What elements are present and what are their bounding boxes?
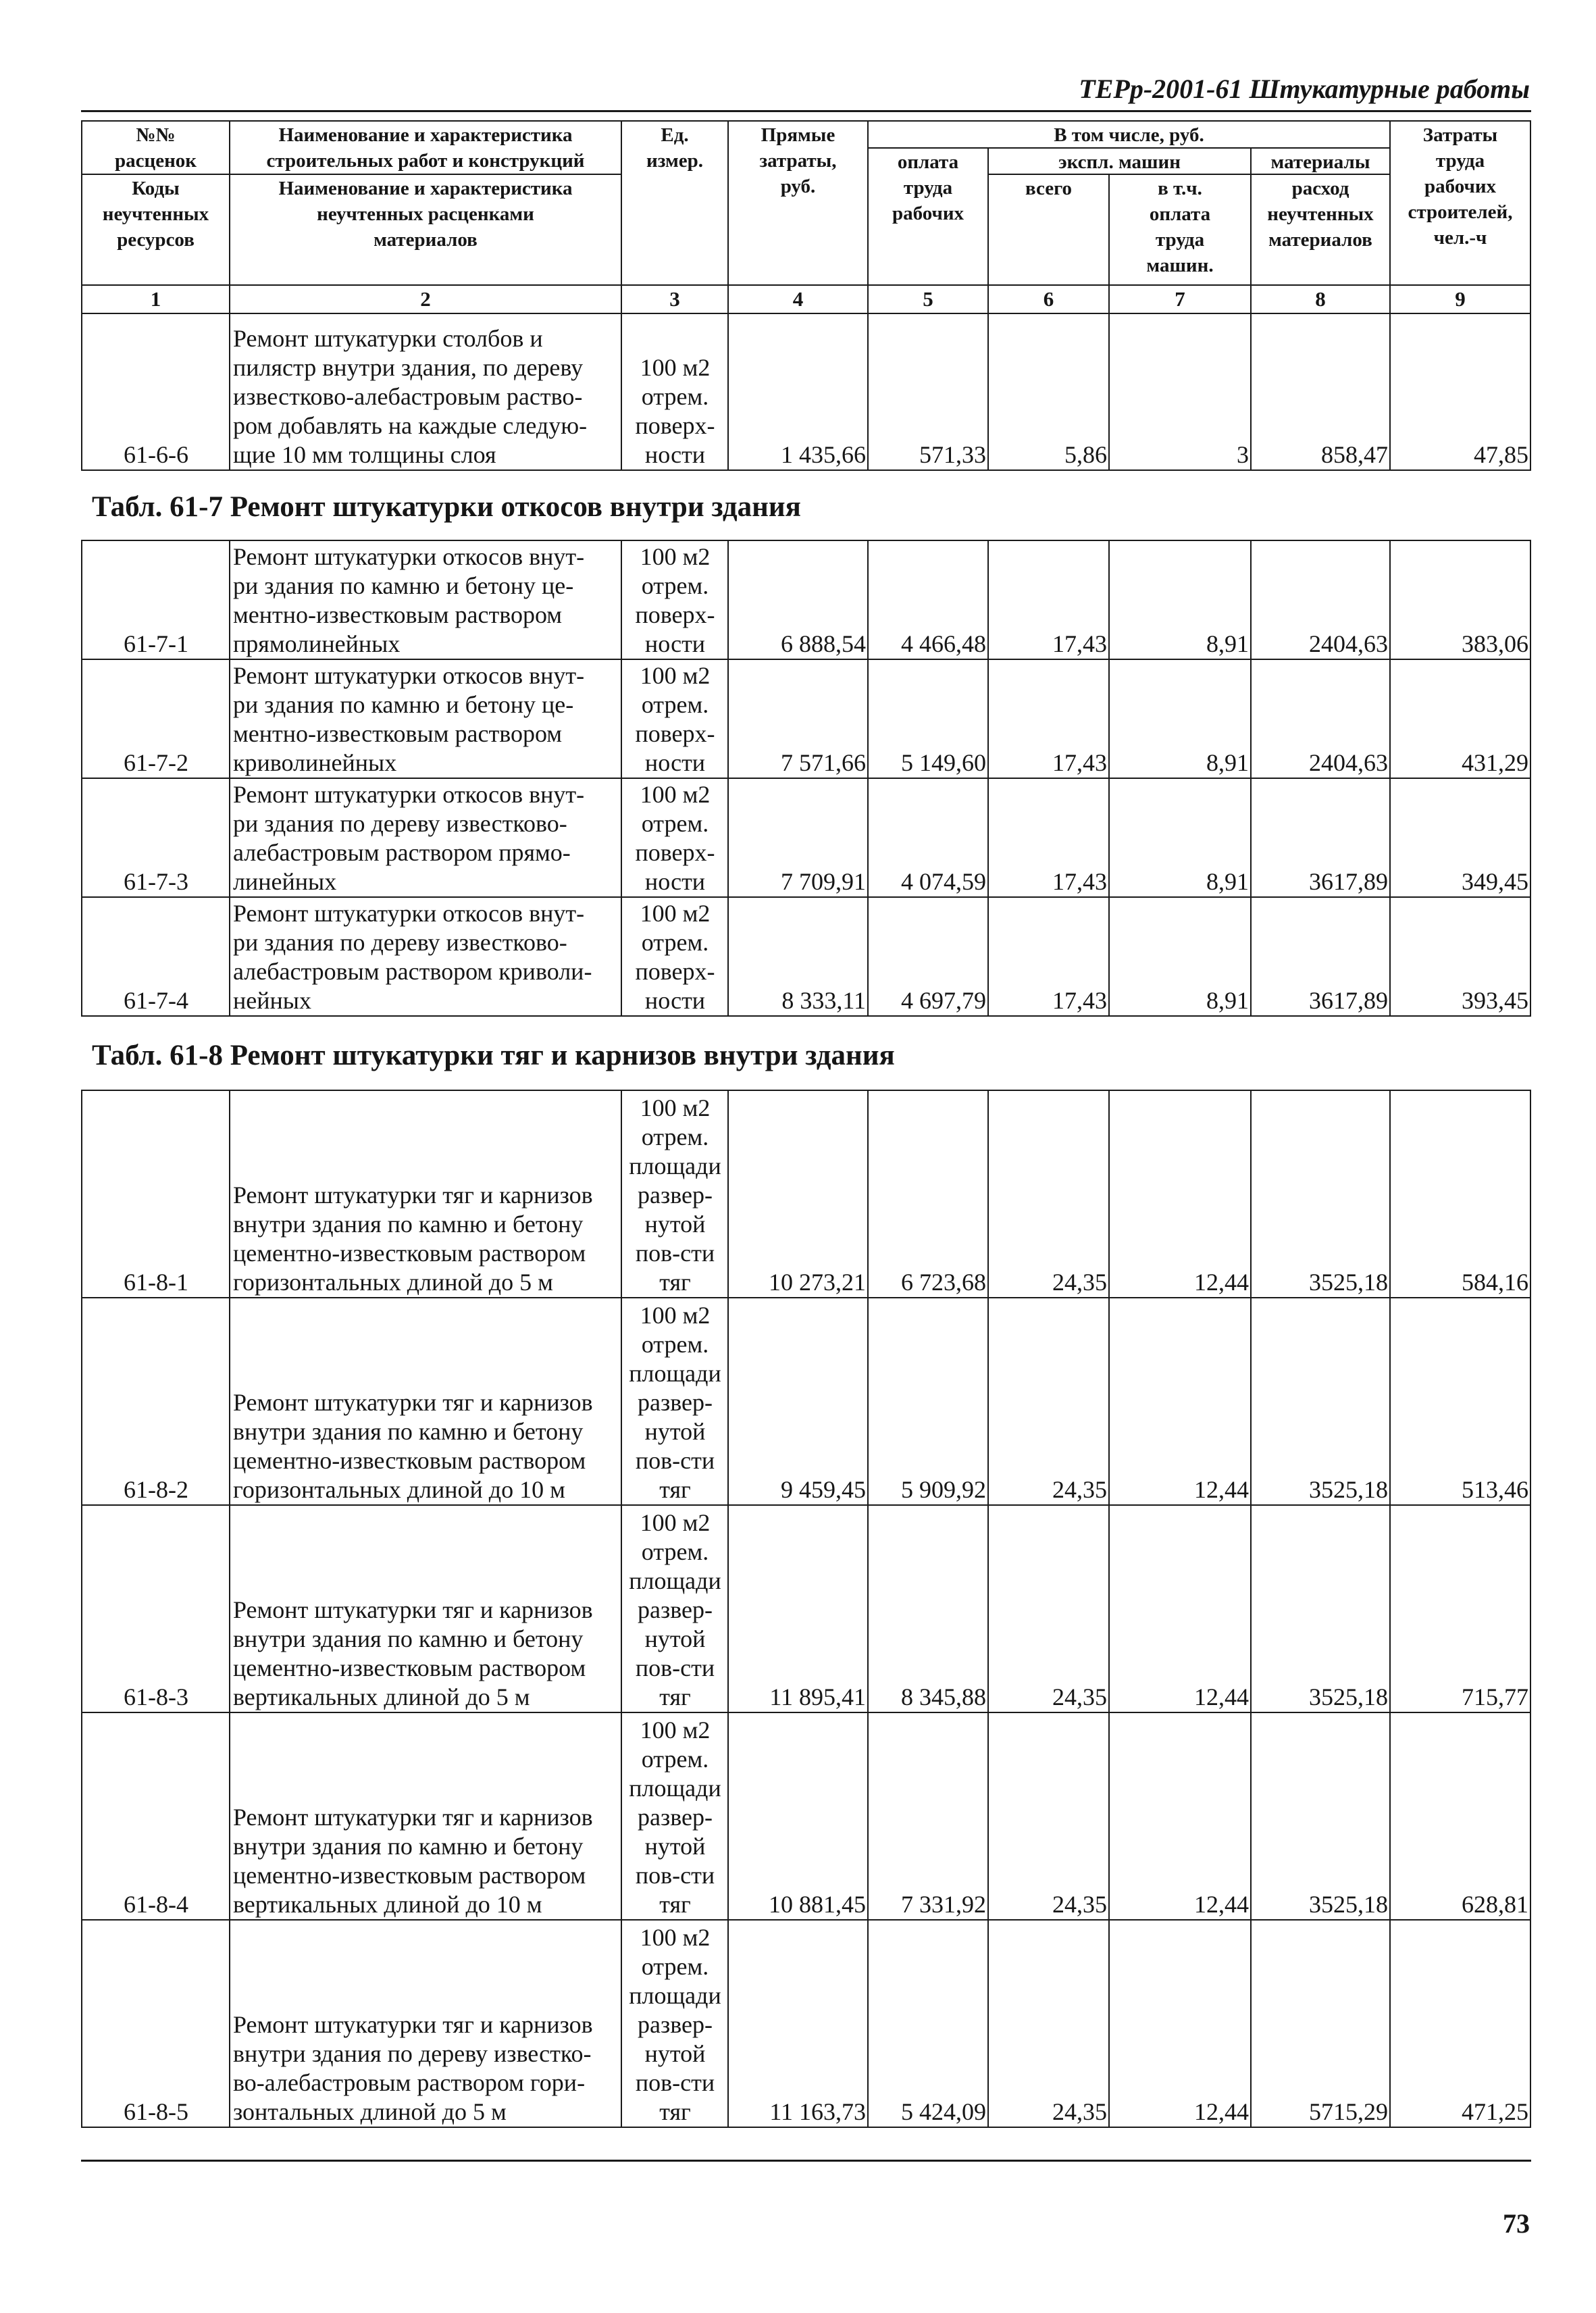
work-description: Ремонт штукатурки тяг и карнизов внутри здания по дереву известко- во-алебастровым раствором гори- зонтальных длиной до 5 м bbox=[230, 1921, 622, 2128]
unit-of-measure: 100 м2 отрем. поверх- ности bbox=[622, 779, 729, 898]
work-description: Ремонт штукатурки тяг и карнизов внутри здания по камню и бетону цементно-известковым раствором горизонтальных длиной до 5 м bbox=[230, 1091, 622, 1298]
rate-code: 61-7-1 bbox=[82, 541, 230, 660]
direct-cost: 1 435,66 bbox=[729, 314, 869, 471]
direct-cost: 11 895,41 bbox=[729, 1506, 869, 1713]
work-description: Ремонт штукатурки столбов и пилястр внутри здания, по дереву известково-алебастровым раство- ром добавлять на каждые следую- щие 10 мм толщины слоя bbox=[230, 314, 622, 471]
header-machines-total: всего bbox=[989, 175, 1110, 286]
page-number: 73 bbox=[1503, 2208, 1530, 2239]
machines-total: 24,35 bbox=[989, 1506, 1110, 1713]
labor-hours: 47,85 bbox=[1391, 314, 1531, 471]
header-direct-costs: Прямые затраты, руб. bbox=[729, 122, 869, 286]
materials-cost: 3525,18 bbox=[1252, 1713, 1391, 1921]
work-description: Ремонт штукатурки тяг и карнизов внутри здания по камню и бетону цементно-известковым раствором вертикальных длиной до 5 м bbox=[230, 1506, 622, 1713]
unit-of-measure: 100 м2 отрем. площади развер- нутой пов-сти тяг bbox=[622, 1506, 729, 1713]
header-rule bbox=[81, 110, 1531, 112]
labor-hours: 393,45 bbox=[1391, 898, 1531, 1017]
direct-cost: 10 273,21 bbox=[729, 1091, 869, 1298]
rate-code: 61-8-1 bbox=[82, 1091, 230, 1298]
direct-cost: 7 571,66 bbox=[729, 660, 869, 779]
header-including: В том числе, руб. bbox=[869, 122, 1391, 149]
machines-total: 24,35 bbox=[989, 1713, 1110, 1921]
labor-wages: 8 345,88 bbox=[869, 1506, 989, 1713]
work-description: Ремонт штукатурки тяг и карнизов внутри здания по камню и бетону цементно-известковым раствором горизонтальных длиной до 10 м bbox=[230, 1298, 622, 1506]
labor-wages: 4 697,79 bbox=[869, 898, 989, 1017]
work-description: Ремонт штукатурки откосов внут- ри здания по камню и бетону це- ментно-известковым раствором прямолинейных bbox=[230, 541, 622, 660]
rate-code: 61-7-4 bbox=[82, 898, 230, 1017]
header-materials: материалы bbox=[1252, 149, 1391, 175]
materials-cost: 3525,18 bbox=[1252, 1091, 1391, 1298]
direct-cost: 8 333,11 bbox=[729, 898, 869, 1017]
materials-cost: 2404,63 bbox=[1252, 541, 1391, 660]
labor-wages: 6 723,68 bbox=[869, 1091, 989, 1298]
labor-wages: 4 074,59 bbox=[869, 779, 989, 898]
rate-code: 61-7-2 bbox=[82, 660, 230, 779]
machines-wages: 8,91 bbox=[1110, 898, 1252, 1017]
machines-wages: 8,91 bbox=[1110, 541, 1252, 660]
labor-hours: 431,29 bbox=[1391, 660, 1531, 779]
machines-wages: 8,91 bbox=[1110, 660, 1252, 779]
machines-total: 24,35 bbox=[989, 1091, 1110, 1298]
rate-code: 61-8-4 bbox=[82, 1713, 230, 1921]
header-rate-number: №№ расценок bbox=[82, 122, 230, 175]
machines-total: 17,43 bbox=[989, 660, 1110, 779]
machines-total: 17,43 bbox=[989, 779, 1110, 898]
footer-rule bbox=[81, 2160, 1531, 2162]
column-number: 8 bbox=[1252, 286, 1391, 314]
machines-wages: 12,44 bbox=[1110, 1921, 1252, 2128]
labor-hours: 349,45 bbox=[1391, 779, 1531, 898]
unit-of-measure: 100 м2 отрем. поверх- ности bbox=[622, 660, 729, 779]
machines-wages: 12,44 bbox=[1110, 1713, 1252, 1921]
labor-wages: 5 909,92 bbox=[869, 1298, 989, 1506]
rates-table-61-6 bbox=[81, 120, 1531, 471]
rate-code: 61-8-3 bbox=[82, 1506, 230, 1713]
unit-of-measure: 100 м2 отрем. площади развер- нутой пов-сти тяг bbox=[622, 1298, 729, 1506]
rates-table-61-8 bbox=[81, 1090, 1531, 2128]
materials-cost: 3617,89 bbox=[1252, 898, 1391, 1017]
labor-hours: 513,46 bbox=[1391, 1298, 1531, 1506]
machines-total: 24,35 bbox=[989, 1921, 1110, 2128]
materials-cost: 858,47 bbox=[1252, 314, 1391, 471]
header-machines: экспл. машин bbox=[989, 149, 1252, 175]
labor-wages: 5 424,09 bbox=[869, 1921, 989, 2128]
unit-of-measure: 100 м2 отрем. площади развер- нутой пов-сти тяг bbox=[622, 1713, 729, 1921]
work-description: Ремонт штукатурки откосов внут- ри здания по дереву известково- алебастровым раствором криволи- нейных bbox=[230, 898, 622, 1017]
labor-wages: 5 149,60 bbox=[869, 660, 989, 779]
labor-hours: 584,16 bbox=[1391, 1091, 1531, 1298]
column-number: 4 bbox=[729, 286, 869, 314]
unit-of-measure: 100 м2 отрем. поверх- ности bbox=[622, 541, 729, 660]
header-materials-consumption: расход неучтенных материалов bbox=[1252, 175, 1391, 286]
rates-table-61-7 bbox=[81, 540, 1531, 1017]
materials-cost: 3525,18 bbox=[1252, 1506, 1391, 1713]
header-resource-codes: Коды неучтенных ресурсов bbox=[82, 175, 230, 286]
labor-wages: 4 466,48 bbox=[869, 541, 989, 660]
header-labor-hours: Затраты труда рабочих строителей, чел.-ч bbox=[1391, 122, 1531, 286]
labor-hours: 715,77 bbox=[1391, 1506, 1531, 1713]
work-description: Ремонт штукатурки откосов внут- ри здания по камню и бетону це- ментно-известковым раствором криволинейных bbox=[230, 660, 622, 779]
work-description: Ремонт штукатурки тяг и карнизов внутри здания по камню и бетону цементно-известковым раствором вертикальных длиной до 10 м bbox=[230, 1713, 622, 1921]
machines-wages: 12,44 bbox=[1110, 1091, 1252, 1298]
column-number: 9 bbox=[1391, 286, 1531, 314]
materials-cost: 3525,18 bbox=[1252, 1298, 1391, 1506]
rate-code: 61-8-2 bbox=[82, 1298, 230, 1506]
running-title: ТЕРр-2001-61 Штукатурные работы bbox=[1079, 74, 1530, 104]
machines-total: 17,43 bbox=[989, 898, 1110, 1017]
materials-cost: 3617,89 bbox=[1252, 779, 1391, 898]
machines-wages: 3 bbox=[1110, 314, 1252, 471]
labor-hours: 471,25 bbox=[1391, 1921, 1531, 2128]
materials-cost: 2404,63 bbox=[1252, 660, 1391, 779]
machines-total: 5,86 bbox=[989, 314, 1110, 471]
labor-hours: 383,06 bbox=[1391, 541, 1531, 660]
section-title-61-8: Табл. 61-8 Ремонт штукатурки тяг и карнизов внутри здания bbox=[92, 1040, 895, 1071]
unit-of-measure: 100 м2 отрем. поверх- ности bbox=[622, 314, 729, 471]
header-unit: Ед. измер. bbox=[622, 122, 729, 286]
direct-cost: 10 881,45 bbox=[729, 1713, 869, 1921]
direct-cost: 7 709,91 bbox=[729, 779, 869, 898]
machines-total: 24,35 bbox=[989, 1298, 1110, 1506]
unit-of-measure: 100 м2 отрем. поверх- ности bbox=[622, 898, 729, 1017]
header-labor-wages: оплата труда рабочих bbox=[869, 149, 989, 286]
column-number: 6 bbox=[989, 286, 1110, 314]
rate-code: 61-8-5 bbox=[82, 1921, 230, 2128]
header-machines-wages: в т.ч. оплата труда машин. bbox=[1110, 175, 1252, 286]
unit-of-measure: 100 м2 отрем. площади развер- нутой пов-сти тяг bbox=[622, 1921, 729, 2128]
direct-cost: 6 888,54 bbox=[729, 541, 869, 660]
labor-hours: 628,81 bbox=[1391, 1713, 1531, 1921]
machines-wages: 12,44 bbox=[1110, 1298, 1252, 1506]
labor-wages: 571,33 bbox=[869, 314, 989, 471]
column-number: 2 bbox=[230, 286, 622, 314]
header-material-name: Наименование и характеристика неучтенных расценками материалов bbox=[230, 175, 622, 286]
labor-wages: 7 331,92 bbox=[869, 1713, 989, 1921]
column-number: 3 bbox=[622, 286, 729, 314]
work-description: Ремонт штукатурки откосов внут- ри здания по дереву известково- алебастровым раствором прямо- линейных bbox=[230, 779, 622, 898]
column-number: 1 bbox=[82, 286, 230, 314]
unit-of-measure: 100 м2 отрем. площади развер- нутой пов-сти тяг bbox=[622, 1091, 729, 1298]
materials-cost: 5715,29 bbox=[1252, 1921, 1391, 2128]
machines-wages: 12,44 bbox=[1110, 1506, 1252, 1713]
rate-code: 61-7-3 bbox=[82, 779, 230, 898]
column-number: 5 bbox=[869, 286, 989, 314]
direct-cost: 11 163,73 bbox=[729, 1921, 869, 2128]
header-work-name: Наименование и характеристика строительных работ и конструкций bbox=[230, 122, 622, 175]
section-title-61-7: Табл. 61-7 Ремонт штукатурки откосов внутри здания bbox=[92, 491, 801, 523]
machines-wages: 8,91 bbox=[1110, 779, 1252, 898]
column-number: 7 bbox=[1110, 286, 1252, 314]
rate-code: 61-6-6 bbox=[82, 314, 230, 471]
machines-total: 17,43 bbox=[989, 541, 1110, 660]
direct-cost: 9 459,45 bbox=[729, 1298, 869, 1506]
